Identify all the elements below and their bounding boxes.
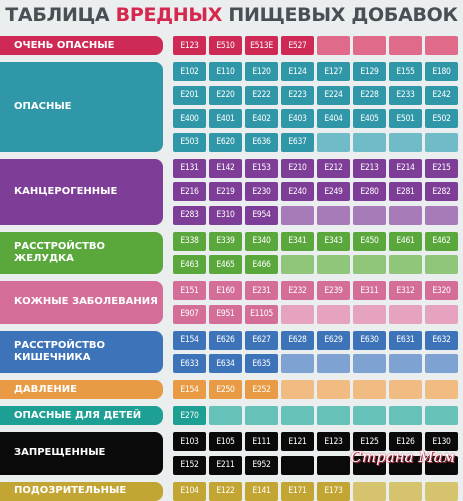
empty-cell [425,380,458,399]
empty-cell [209,406,242,425]
additive-cell: E281 [389,182,422,201]
additive-cell: E510 [209,36,242,55]
additive-cell: E343 [317,232,350,251]
additive-cell: E338 [173,232,206,251]
additive-cell: E232 [281,281,314,300]
additive-cell: E129 [353,62,386,81]
additive-cell: E239 [317,281,350,300]
additive-cell: E212 [317,159,350,178]
group-label: ОЧЕНЬ ОПАСНЫЕ [0,36,163,55]
group-label: ДАВЛЕНИЕ [0,380,163,399]
group-2 [0,159,463,225]
additive-cell: E141 [245,482,278,501]
group-5 [0,331,463,374]
empty-cell [425,133,458,152]
additive-cell: E636 [245,133,278,152]
additive-cell: E210 [281,159,314,178]
additive-cell: E402 [245,109,278,128]
additive-cell: E629 [317,331,350,350]
additive-cell: E270 [173,406,206,425]
group-label: КАНЦЕРОГЕННЫЕ [0,159,163,225]
empty-cell [281,354,314,373]
additive-cell: E463 [173,255,206,274]
additive-cell: E231 [245,281,278,300]
additive-cell: E240 [281,182,314,201]
empty-cell [389,406,422,425]
additive-cell: E250 [209,380,242,399]
empty-cell [281,456,314,475]
empty-cell [281,380,314,399]
additive-cell: E527 [281,36,314,55]
additive-cell: E233 [389,86,422,105]
group-6 [0,380,463,399]
additive-cell: E127 [317,62,350,81]
empty-cell [425,482,458,501]
additive-cell: E462 [425,232,458,251]
empty-cell [317,305,350,324]
title-text: ТАБЛИЦА [5,4,116,26]
additive-cell: E1105 [245,305,278,324]
additive-cell: E310 [209,206,242,225]
title-text-end: ПИЩЕВЫХ ДОБАВОК [222,4,458,26]
additive-cell: E180 [425,62,458,81]
additive-cell: E339 [209,232,242,251]
additive-cell: E214 [389,159,422,178]
additive-cell: E216 [173,182,206,201]
empty-cell [425,354,458,373]
additive-cell: E513E [245,36,278,55]
additive-cell: E155 [389,62,422,81]
additive-cell: E154 [173,380,206,399]
empty-cell [389,206,422,225]
additive-cell: E340 [245,232,278,251]
empty-cell [353,305,386,324]
additive-cell: E219 [209,182,242,201]
group-3 [0,232,463,275]
group-label: ОПАСНЫЕ ДЛЯ ДЕТЕЙ [0,406,163,425]
additive-cell: E228 [353,86,386,105]
additive-cell: E466 [245,255,278,274]
empty-cell [389,380,422,399]
additive-cell: E124 [281,62,314,81]
additive-cell: E103 [173,432,206,451]
empty-cell [353,406,386,425]
group-label: ЗАПРЕЩЕННЫЕ [0,432,163,475]
additive-cell: E223 [281,86,314,105]
empty-cell [317,354,350,373]
additive-cell: E405 [353,109,386,128]
additive-cell: E634 [209,354,242,373]
empty-cell [389,133,422,152]
additive-cell: E142 [209,159,242,178]
additive-cell: E220 [209,86,242,105]
empty-cell [425,36,458,55]
title-accent: ВРЕДНЫХ [115,4,223,26]
additive-cell: E126 [389,432,422,451]
additive-cell: E171 [281,482,314,501]
additive-cell: E952 [245,456,278,475]
empty-cell [353,133,386,152]
group-4 [0,281,463,324]
additive-cell: E201 [173,86,206,105]
additive-cell: E311 [353,281,386,300]
additive-cell: E213 [353,159,386,178]
empty-cell [353,206,386,225]
additive-cell: E111 [245,432,278,451]
group-label: КОЖНЫЕ ЗАБОЛЕВАНИЯ [0,281,163,324]
page-title [0,0,463,30]
additive-cell: E312 [389,281,422,300]
empty-cell [245,406,278,425]
empty-cell [425,206,458,225]
additive-cell: E401 [209,109,242,128]
additive-cell: E280 [353,182,386,201]
additive-cell: E632 [425,331,458,350]
additive-cell: E252 [245,380,278,399]
empty-cell [317,36,350,55]
additive-cell: E907 [173,305,206,324]
empty-cell [425,406,458,425]
group-label: РАССТРОЙСТВО КИШЕЧНИКА [0,331,163,374]
additive-cell: E249 [317,182,350,201]
additive-cell: E282 [425,182,458,201]
empty-cell [353,36,386,55]
additive-cell: E154 [173,331,206,350]
additive-cell: E341 [281,232,314,251]
additive-cell: E123 [173,36,206,55]
additive-cell: E104 [173,482,206,501]
additive-cell: E120 [245,62,278,81]
additive-cell: E461 [389,232,422,251]
additive-cell: E105 [209,432,242,451]
additive-cell: E173 [317,482,350,501]
empty-cell [389,354,422,373]
additive-cell: E215 [425,159,458,178]
additive-cell: E125 [353,432,386,451]
additive-cell: E400 [173,109,206,128]
additive-cell: E121 [281,432,314,451]
additive-cell: E631 [389,331,422,350]
additive-cell: E152 [173,456,206,475]
additive-cell: E502 [425,109,458,128]
additive-cell: E110 [209,62,242,81]
additive-cell: E222 [245,86,278,105]
additive-cell: E224 [317,86,350,105]
additive-cell: E635 [245,354,278,373]
additive-cell: E160 [209,281,242,300]
group-0 [0,36,463,55]
additive-cell: E403 [281,109,314,128]
additive-cell: E465 [209,255,242,274]
empty-cell [317,380,350,399]
additive-cell: E404 [317,109,350,128]
empty-cell [317,456,350,475]
additive-cell: E626 [209,331,242,350]
group-1 [0,62,463,152]
empty-cell [389,305,422,324]
group-9 [0,482,463,501]
empty-cell [353,482,386,501]
additive-cell: E620 [209,133,242,152]
empty-cell [425,305,458,324]
additive-cell: E230 [245,182,278,201]
empty-cell [317,206,350,225]
group-7 [0,406,463,425]
empty-cell [353,380,386,399]
additive-cell: E630 [353,331,386,350]
empty-cell [317,255,350,274]
additive-cell: E954 [245,206,278,225]
additive-cell: E151 [173,281,206,300]
additive-cell: E951 [209,305,242,324]
additive-cell: E628 [281,331,314,350]
empty-cell [389,255,422,274]
empty-cell [353,354,386,373]
empty-cell [281,255,314,274]
additive-cell: E122 [209,482,242,501]
additive-cell: E123 [317,432,350,451]
empty-cell [317,406,350,425]
additive-cell: E627 [245,331,278,350]
additive-cell: E320 [425,281,458,300]
empty-cell [281,305,314,324]
additive-cell: E633 [173,354,206,373]
empty-cell [389,36,422,55]
additive-cell: E102 [173,62,206,81]
additive-cell: E450 [353,232,386,251]
additive-cell: E153 [245,159,278,178]
additive-cell: E503 [173,133,206,152]
additive-cell: E637 [281,133,314,152]
group-label: ОПАСНЫЕ [0,62,163,152]
empty-cell [425,255,458,274]
additive-cell: E130 [425,432,458,451]
additive-cell: E242 [425,86,458,105]
watermark: Страна Мам [350,448,455,466]
group-label: ПОДОЗРИТЕЛЬНЫЕ [0,482,163,501]
empty-cell [281,406,314,425]
additive-cell: E501 [389,109,422,128]
empty-cell [389,482,422,501]
empty-cell [353,255,386,274]
additive-cell: E131 [173,159,206,178]
group-label: РАССТРОЙСТВО ЖЕЛУДКА [0,232,163,275]
empty-cell [281,206,314,225]
additive-cell: E211 [209,456,242,475]
empty-cell [317,133,350,152]
additive-cell: E283 [173,206,206,225]
